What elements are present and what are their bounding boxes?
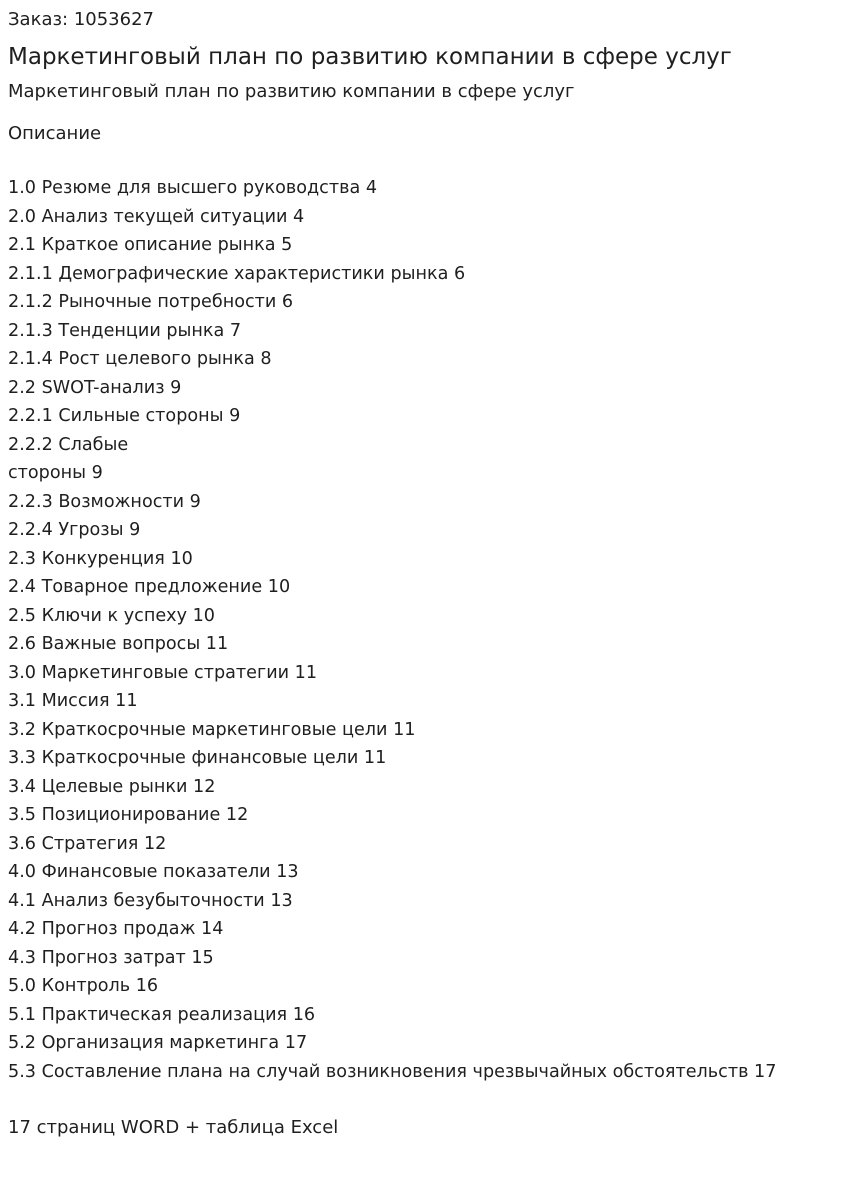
page-subtitle: Маркетинговый план по развитию компании в сфере услуг <box>8 81 575 102</box>
description-heading: Описание <box>8 123 102 144</box>
toc-item: 3.5 Позиционирование 12 <box>8 805 249 825</box>
toc-item: 3.2 Краткосрочные маркетинговые цели 11 <box>8 719 416 740</box>
toc-item: 2.2.3 Возможности 9 <box>8 491 201 512</box>
toc-item: 2.2.4 Угрозы 9 <box>8 520 141 540</box>
toc-item: 3.3 Краткосрочные финансовые цели 11 <box>8 748 387 768</box>
toc-item: 3.4 Целевые рынки 12 <box>8 776 216 797</box>
toc-item: 2.1.3 Тенденции рынка 7 <box>8 320 242 341</box>
toc-item: 2.0 Анализ текущей ситуации 4 <box>8 206 305 227</box>
toc-item: 3.6 Стратегия 12 <box>8 833 167 854</box>
toc-item: 2.3 Конкуренция 10 <box>8 548 193 569</box>
toc-item: 4.1 Анализ безубыточности 13 <box>8 890 293 911</box>
toc-item: 5.3 Составление плана на случай возникновения чрезвычайных обстоятельств 17 <box>8 1061 777 1082</box>
toc-item: 2.1.2 Рыночные потребности 6 <box>8 292 294 312</box>
toc-item: 5.2 Организация маркетинга 17 <box>8 1033 308 1053</box>
toc-item: 2.1.1 Демографические характеристики рынка 6 <box>8 263 466 284</box>
table-of-contents <box>8 174 839 1086</box>
toc-item: 3.1 Миссия 11 <box>8 691 138 711</box>
toc-item: 1.0 Резюме для высшего руководства 4 <box>8 178 378 198</box>
toc-item: 4.2 Прогноз продаж 14 <box>8 919 224 939</box>
toc-item: 2.1 Краткое описание рынка 5 <box>8 235 293 255</box>
toc-item: стороны 9 <box>8 463 103 483</box>
toc-item: 4.3 Прогноз затрат 15 <box>8 947 214 968</box>
document-size-note: 17 страниц WORD + таблица Excel <box>8 1117 339 1138</box>
toc-item: 2.2 SWOT-анализ 9 <box>8 377 182 398</box>
toc-item: 3.0 Маркетинговые стратегии 11 <box>8 662 318 683</box>
toc-item: 4.0 Финансовые показатели 13 <box>8 862 299 882</box>
toc-item: 5.0 Контроль 16 <box>8 976 159 996</box>
toc-item: 5.1 Практическая реализация 16 <box>8 1004 316 1025</box>
toc-item: 2.1.4 Рост целевого рынка 8 <box>8 349 272 369</box>
toc-item: 2.6 Важные вопросы 11 <box>8 634 229 654</box>
toc-item: 2.5 Ключи к успеху 10 <box>8 605 215 626</box>
toc-item: 2.2.1 Сильные стороны 9 <box>8 406 241 426</box>
toc-item: 2.4 Товарное предложение 10 <box>8 577 291 597</box>
toc-item: 2.2.2 Слабые <box>8 434 129 455</box>
order-number: Заказ: 1053627 <box>8 9 154 30</box>
page-title: Маркетинговый план по развитию компании в сфере услуг <box>8 44 732 70</box>
